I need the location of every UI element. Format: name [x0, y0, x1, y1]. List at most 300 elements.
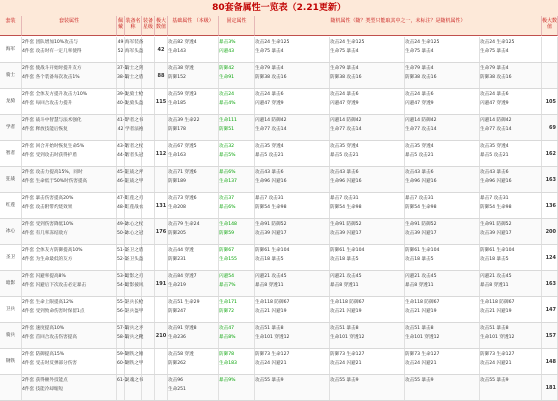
cell-line: 暴击5 攻击21 — [255, 153, 284, 158]
random-attributes-4 — [480, 375, 542, 400]
table-row — [0, 219, 558, 245]
cell-line: 暴击3% — [219, 40, 236, 45]
cell-line: 暴击5% — [219, 153, 236, 158]
cell-line: 4件套 技能冷却缩短 — [22, 387, 64, 392]
cell-line: 攻击37 — [219, 196, 235, 201]
basic-attributes — [168, 193, 219, 218]
cell-line: 海军头盔 — [125, 49, 144, 54]
fixed-attributes — [219, 63, 255, 88]
max-value — [155, 115, 168, 140]
cell-line: 闪避47 穿透9 — [480, 101, 509, 106]
cell-line: 46-1 — [117, 179, 128, 184]
cell-line: 防御54 生命98 — [405, 205, 437, 210]
random-attributes-3 — [405, 63, 480, 88]
basic-attributes — [168, 37, 219, 62]
cell-line: 攻击39 闪避17 — [330, 231, 362, 236]
random-attributes-1 — [255, 245, 330, 270]
fixed-attributes — [219, 375, 255, 400]
cell-line: 攻击43 暴击6 — [330, 170, 359, 175]
cell-line: 闪避47 穿透9 — [405, 101, 434, 106]
wear-level — [117, 297, 128, 322]
equipment-name — [125, 297, 142, 322]
cell-line: 58-1 — [117, 335, 128, 340]
header-fixed: 固定属性 — [219, 16, 255, 36]
cell-line: 防御73 生命127 — [405, 352, 440, 357]
random-attributes-1 — [255, 141, 330, 166]
cell-line: 生命79 暴击4 — [405, 66, 434, 71]
cell-line: 冰心之杖 — [125, 222, 144, 227]
cell-line: 48-1 — [117, 205, 128, 210]
max-value — [155, 297, 168, 322]
random-attributes-4 — [480, 297, 542, 322]
cell-line: 防御152 — [168, 75, 186, 80]
cell-line: 攻击82 穿透4 — [168, 40, 197, 45]
cell-line: 4件套 攻击附带灼烧效果 — [22, 205, 73, 210]
header-equipment: 装备名称 — [125, 16, 142, 36]
cell-line: 生命79 暴击4 — [330, 66, 359, 71]
cell-line: 攻击91 穿透8 — [168, 326, 197, 331]
cell-line: 闪避43 — [219, 49, 235, 54]
equipment-name — [125, 37, 142, 62]
cell-line: 生命77 攻击14 — [330, 127, 362, 132]
cell-line: 攻击51 暴击8 — [405, 326, 434, 331]
basic-attributes — [168, 297, 219, 322]
random-attributes-1 — [255, 219, 330, 244]
cell-line: 2件套 受到伤害降低10% — [22, 222, 74, 227]
random-attributes-1 — [255, 115, 330, 140]
row-total: 105 — [542, 89, 558, 114]
cell-line: 攻击55 暴击9 — [255, 378, 284, 383]
cell-line: 生命101 穿透12 — [480, 335, 515, 340]
header-name: 套装 — [0, 16, 22, 36]
cell-line: 4件套 攻击时有一定几率使得 — [22, 49, 82, 54]
cell-line: 攻击21 闪避19 — [405, 309, 437, 314]
cell-line: 生命101 穿透12 — [405, 335, 440, 340]
basic-attributes — [168, 63, 219, 88]
equipment-name — [125, 167, 142, 192]
cell-line: 暴击7 攻击31 — [405, 196, 434, 201]
random-attributes-2 — [330, 219, 405, 244]
table-row — [0, 323, 558, 349]
cell-line: 暴击9% — [219, 378, 236, 383]
cell-line: 圣卫之盾 — [125, 248, 144, 253]
equipment-star — [142, 349, 155, 374]
cell-line: 生命183 — [219, 361, 237, 366]
cell-line: 生命118 防御67 — [480, 300, 515, 305]
table-row — [0, 297, 558, 323]
random-attributes-4 — [480, 63, 542, 88]
random-attributes-1 — [255, 297, 330, 322]
cell-line: 钢铁之锤 — [125, 352, 144, 357]
cell-line: 攻击39 闪避17 — [480, 231, 512, 236]
cell-line: 暴击7% — [219, 283, 236, 288]
basic-attributes — [168, 141, 219, 166]
cell-line: 生命91 防御52 — [480, 222, 512, 227]
cell-line: 暴击8 穿透11 — [480, 283, 509, 288]
cell-line: 攻击21 闪避19 — [330, 309, 362, 314]
cell-line: 防御67 — [219, 248, 235, 253]
cell-line: 闪避47 穿透9 — [330, 101, 359, 106]
cell-line: 52 — [117, 49, 124, 54]
cell-line: 骑士之盾 — [125, 75, 144, 80]
cell-line: 61-1 — [117, 378, 128, 383]
random-attributes-2 — [330, 349, 405, 374]
cell-line: 暴击4% — [219, 101, 236, 106]
wear-level — [117, 63, 128, 88]
cell-line: 圣卫头盔 — [125, 257, 144, 262]
random-attributes-1 — [255, 323, 330, 348]
cell-line: 卫兵长枪 — [125, 300, 144, 305]
cell-line: 暴击5 攻击21 — [480, 153, 509, 158]
cell-line: 攻击18 暴击5 — [255, 257, 284, 262]
table-row — [0, 89, 558, 115]
equipment-star — [142, 141, 155, 166]
random-attributes-3 — [405, 193, 480, 218]
wear-level — [117, 219, 128, 244]
random-attributes-4 — [480, 141, 542, 166]
cell-line: 攻击32 — [219, 144, 235, 149]
cell-line: 钢铁之甲 — [125, 361, 144, 366]
cell-line: 55-1 — [117, 300, 128, 305]
random-attributes-4 — [480, 323, 542, 348]
set-description — [22, 115, 117, 140]
cell-line: 防御205 — [168, 231, 186, 236]
cell-line: 生命77 攻击14 — [255, 127, 287, 132]
row-total: 200 — [542, 219, 558, 244]
equipment-star — [142, 271, 155, 296]
cell-line: 防御61 生命104 — [405, 248, 440, 253]
set-description — [22, 323, 117, 348]
random-attributes-4 — [480, 349, 542, 374]
cell-line: 生命75 暴击4 — [405, 49, 434, 54]
cell-line: 防御51 — [219, 127, 235, 132]
cell-line: 攻击51 暴击8 — [330, 326, 359, 331]
cell-line: 生命251 — [168, 387, 186, 392]
max-value: 176 — [155, 219, 168, 244]
cell-line: 40-1 — [117, 101, 128, 106]
cell-line: 生命155 — [219, 257, 237, 262]
cell-line: 2件套 全体友方提升攻击力10% — [22, 92, 88, 97]
cell-line: 2件套 生命上限提高12% — [22, 300, 74, 305]
sheet-title: 80套备属性一览表（2.21更新） — [0, 0, 558, 17]
set-description — [22, 297, 117, 322]
random-attributes-4 — [480, 37, 542, 62]
row-total: 163 — [542, 167, 558, 192]
table-row — [0, 63, 558, 89]
random-attributes-1 — [255, 89, 330, 114]
fixed-attributes — [219, 167, 255, 192]
fixed-attributes — [219, 37, 255, 62]
random-attributes-4 — [480, 89, 542, 114]
header-total: 极大数值 — [542, 16, 558, 36]
cell-line: 攻击71 穿透6 — [168, 170, 197, 175]
equipment-name — [125, 141, 142, 166]
cell-line: 防御61 生命104 — [480, 248, 515, 253]
cell-line: 闪避14 防御42 — [330, 118, 362, 123]
cell-line: 攻击59 穿透3 — [168, 92, 197, 97]
cell-line: 45-1 — [117, 170, 128, 175]
cell-line: 攻击39 闪避17 — [255, 231, 287, 236]
wear-level — [117, 349, 128, 374]
cell-line: 暴击5 攻击21 — [330, 153, 359, 158]
random-attributes-1 — [255, 193, 330, 218]
cell-line: 生命236 — [168, 335, 186, 340]
table-row — [0, 349, 558, 375]
cell-line: 53-1 — [117, 274, 128, 279]
basic-attributes — [168, 167, 219, 192]
table-row — [0, 167, 558, 193]
set-description — [22, 37, 117, 62]
cell-line: 暴击8 穿透11 — [330, 283, 359, 288]
cell-line: 防御38 攻击16 — [255, 75, 287, 80]
set-description — [22, 193, 117, 218]
random-attributes-2 — [330, 63, 405, 88]
cell-line: 2件套 攻击力提高15%，同时 — [22, 170, 83, 175]
random-attributes-2 — [330, 323, 405, 348]
equipment-name — [125, 63, 142, 88]
cell-line: 47-1 — [117, 196, 128, 201]
equipment-star — [142, 193, 155, 218]
cell-line: 卫兵盔甲 — [125, 309, 144, 314]
set-description — [22, 375, 117, 400]
equipment-star — [142, 375, 155, 400]
row-total: 69 — [542, 115, 558, 140]
row-total: 124 — [542, 245, 558, 270]
set-description — [22, 167, 117, 192]
random-attributes-2 — [330, 141, 405, 166]
cell-line: 2件套 闪避率提高8% — [22, 274, 66, 279]
random-attributes-2 — [330, 297, 405, 322]
set-description — [22, 141, 117, 166]
table-row — [0, 141, 558, 167]
set-name: 骑士 — [0, 63, 22, 88]
cell-line: 4件套 有几率冻结敌方 — [22, 231, 68, 236]
cell-line: 攻击79 生命24 — [168, 222, 200, 227]
header-slot: 装备星级 — [142, 16, 155, 36]
cell-line: 4件套 释放技能后恢复 — [22, 127, 68, 132]
random-attributes-2 — [330, 245, 405, 270]
cell-line: 2件套 获得额外技能点 — [22, 378, 68, 383]
cell-line: 60-1 — [117, 361, 128, 366]
basic-attributes — [168, 245, 219, 270]
cell-line: 防御54 生命98 — [480, 205, 512, 210]
cell-line: 51-1 — [117, 248, 128, 253]
cell-line: 防御262 — [168, 361, 186, 366]
set-name: 卫兵 — [0, 297, 22, 322]
cell-line: 52-1 — [117, 257, 128, 262]
max-value — [155, 167, 168, 192]
cell-line: 暗影之刃 — [125, 274, 144, 279]
random-attributes-3 — [405, 349, 480, 374]
cell-line: 闪避21 攻击45 — [255, 274, 287, 279]
cell-line: 学者法袍 — [125, 127, 144, 132]
cell-line: 攻击51 生命29 — [168, 300, 200, 305]
cell-line: 生命91 防御52 — [330, 222, 362, 227]
cell-line: 生命137 — [219, 179, 237, 184]
cell-line: 攻击47 — [219, 326, 235, 331]
table-row — [0, 271, 558, 297]
cell-line: 攻击18 暴击5 — [480, 257, 509, 262]
cell-line: 攻击24 生命125 — [330, 40, 365, 45]
row-total: 147 — [542, 297, 558, 322]
equipment-star — [142, 63, 155, 88]
set-name — [0, 375, 22, 400]
cell-line: 攻击43 暴击6 — [405, 170, 434, 175]
equipment-star — [142, 323, 155, 348]
header-max: 极大数值 — [155, 16, 168, 36]
cell-line: 攻击67 穿透5 — [168, 144, 197, 149]
equipment-name — [125, 193, 142, 218]
set-name: 学者 — [0, 115, 22, 140]
cell-line: 攻击24 闪避21 — [480, 361, 512, 366]
cell-line: 攻击73 穿透6 — [168, 196, 197, 201]
cell-line: 攻击43 暴击6 — [480, 170, 509, 175]
cell-line: 生命91 防御52 — [405, 222, 437, 227]
cell-line: 攻击24 — [219, 92, 235, 97]
set-description — [22, 219, 117, 244]
cell-line: 龙骑士枪 — [125, 92, 144, 97]
cell-line: 攻击18 暴击5 — [330, 257, 359, 262]
cell-line: 54-1 — [117, 283, 128, 288]
random-attributes-3 — [405, 219, 480, 244]
cell-line: 57-1 — [117, 326, 128, 331]
cell-line: 灵魂之书 — [125, 378, 144, 383]
cell-line: 骑士之剑 — [125, 66, 144, 71]
cell-line: 攻击24 闪避21 — [405, 361, 437, 366]
equipment-name — [125, 349, 142, 374]
cell-line: 攻击51 暴击8 — [255, 326, 284, 331]
random-attributes-3 — [405, 167, 480, 192]
cell-line: 4件套 受到致命伤害时保留1点 — [22, 309, 85, 314]
cell-line: 攻击51 暴击8 — [480, 326, 509, 331]
cell-line: 生命75 暴击4 — [480, 49, 509, 54]
cell-line: 4件套 为生命最低的友方 — [22, 257, 73, 262]
set-name: 智者 — [0, 141, 22, 166]
cell-line: 生命111 — [219, 118, 237, 123]
cell-line: 攻击35 穿透4 — [405, 144, 434, 149]
max-value: 210 — [155, 323, 168, 348]
set-name: 狂战 — [0, 167, 22, 192]
cell-line: 攻击21 闪避19 — [255, 309, 287, 314]
cell-line: 智者之杖 — [125, 144, 144, 149]
cell-line: 暗影披风 — [125, 283, 144, 288]
cell-line: 攻击24 闪避21 — [255, 361, 287, 366]
header-lvl: 佩戴 — [117, 16, 125, 36]
cell-line: 暴击6% — [219, 170, 236, 175]
set-name: 龙骑 — [0, 89, 22, 114]
cell-line: 4件套 首回合攻击伤害提高 — [22, 335, 77, 340]
cell-line: 暴击8 穿透11 — [405, 283, 434, 288]
cell-line: 生命118 防御67 — [255, 300, 290, 305]
table-row — [0, 245, 558, 271]
cell-line: 49 — [117, 40, 124, 45]
cell-line: 攻击35 穿透4 — [330, 144, 359, 149]
cell-line: 生命171 — [219, 300, 237, 305]
equipment-name — [125, 323, 142, 348]
cell-line: 暴击5 攻击21 — [405, 153, 434, 158]
equipment-name — [125, 271, 142, 296]
random-attributes-2 — [330, 89, 405, 114]
cell-line: 防御73 生命127 — [480, 352, 515, 357]
random-attributes-3 — [405, 37, 480, 62]
fixed-attributes — [219, 271, 255, 296]
cell-line: 2件套 暴击伤害提高20% — [22, 196, 74, 201]
cell-line: 防御38 攻击16 — [405, 75, 437, 80]
random-attributes-4 — [480, 271, 542, 296]
cell-line: 攻击24 生命125 — [255, 40, 290, 45]
cell-line: 闪避47 穿透9 — [255, 101, 284, 106]
random-attributes-2 — [330, 375, 405, 400]
equipment-star — [142, 297, 155, 322]
cell-line: 生命91 — [219, 75, 235, 80]
cell-line: 防御59 — [219, 231, 235, 236]
max-value: 115 — [155, 89, 168, 114]
basic-attributes — [168, 115, 219, 140]
random-attributes-1 — [255, 37, 330, 62]
table-row — [0, 193, 558, 219]
cell-line: 生命118 防御67 — [405, 300, 440, 305]
row-total: 157 — [542, 323, 558, 348]
fixed-attributes — [219, 219, 255, 244]
cell-line: 攻击58 穿透 — [168, 352, 194, 357]
basic-attributes — [168, 89, 219, 114]
cell-line: 冰心之冠 — [125, 231, 144, 236]
cell-line: 生命77 攻击14 — [405, 127, 437, 132]
row-total: 163 — [542, 271, 558, 296]
cell-line: 42 — [117, 127, 124, 132]
cell-line: 38-1 — [117, 75, 128, 80]
random-attributes-3 — [405, 141, 480, 166]
cell-line: 防御78 — [219, 352, 235, 357]
wear-level — [117, 37, 125, 62]
cell-line: 龙骑头盔 — [125, 101, 144, 106]
cell-line: 骑兵之矛 — [125, 326, 144, 331]
random-attributes-3 — [405, 89, 480, 114]
cell-line: 生命91 防御52 — [255, 222, 287, 227]
cell-line: 44-1 — [117, 153, 128, 158]
cell-line: 2件套 全体友方防御提高10% — [22, 248, 83, 253]
cell-line: 智者头冠 — [125, 153, 144, 158]
random-attributes-4 — [480, 219, 542, 244]
cell-line: 攻击18 暴击5 — [405, 257, 434, 262]
row-total: 162 — [542, 141, 558, 166]
cell-line: 2件套 防御提高15% — [22, 352, 65, 357]
fixed-attributes — [219, 349, 255, 374]
cell-line: 攻击21 闪避19 — [480, 309, 512, 314]
cell-line: 生命79 暴击4 — [480, 66, 509, 71]
table-row — [0, 115, 558, 141]
equipment-star — [142, 219, 155, 244]
row-total: 181 — [542, 375, 558, 400]
cell-line: 暴击6% — [219, 205, 236, 210]
equipment-star — [142, 37, 155, 62]
cell-line: 4件套 受到攻击时获得护盾 — [22, 153, 77, 158]
wear-level — [117, 167, 128, 192]
max-value — [155, 245, 168, 270]
cell-line: 暴击7 攻击31 — [255, 196, 284, 201]
set-description — [22, 271, 117, 296]
set-name: 海军 — [0, 37, 22, 62]
cell-line: 防御54 生命98 — [255, 205, 287, 210]
set-name: 骑兵 — [0, 323, 22, 348]
cell-line: 防御38 攻击16 — [330, 75, 362, 80]
fixed-attributes — [219, 193, 255, 218]
equipment-name — [125, 245, 142, 270]
fixed-attributes — [219, 297, 255, 322]
cell-line: 43-1 — [117, 144, 128, 149]
cell-line: 生命96 闪避16 — [255, 179, 287, 184]
cell-line: 防御178 — [168, 127, 186, 132]
